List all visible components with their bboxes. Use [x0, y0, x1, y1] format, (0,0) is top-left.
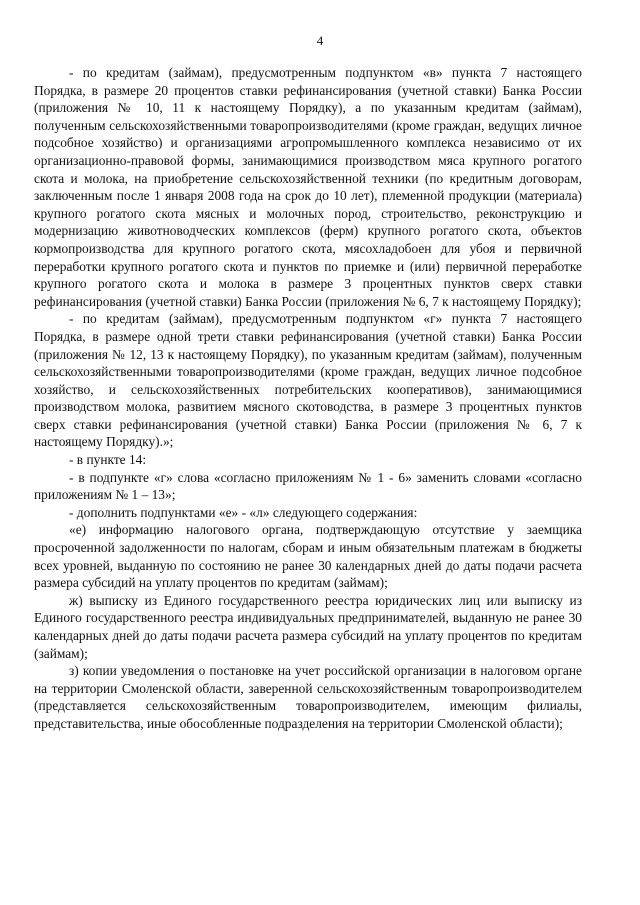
document-body [34, 64, 582, 733]
paragraph-credit-subparagraph-g: - по кредитам (займам), предусмотренным подпунктом «г» пункта 7 настоящего Порядка, в размере одной трети ставки рефинансирования (учетной ставки) Банка России (приложения № 12, 13 к настоящему Порядку), по указанным кредитам (займам), полученным сельскохозяйственными товаропроизводителями (кроме граждан, ведущих личное подсобное хозяйство, и сельскохозяйственных потребительских кооперативов), занимающимися производством молока, развитием мясного скотоводства, в размере 3 процентных пунктов сверх ставки рефинансирования (учетной ставки) Банка России (приложения № 6, 7 к настоящему Порядку).»; [34, 311, 582, 450]
paragraph-credit-subparagraph-v: - по кредитам (займам), предусмотренным подпунктом «в» пункта 7 настоящего Порядка, в размере 20 процентов ставки рефинансирования (учетной ставки) Банка России (приложения № 10, 11 к настоящему Порядку), а по указанным кредитам (займам), полученным сельскохозяйственными товаропроизводителями (кроме граждан, ведущих личное подсобное хозяйство) и организациями агропромышленного комплекса независимо от их организационно-правовой формы, занимающимися производством мяса крупного рогатого скота и молока, на приобретение сельскохозяйственной техники (по кредитным договорам, заключенным после 1 января 2008 года на срок до 10 лет), племенной продукции (материала) крупного рогатого скота мясных и молочных пород, строительство, реконструкцию и модернизацию животноводческих комплексов (ферм) крупного рогатого скота, объектов кормопроизводства для крупного рогатого скота, мясохладобоен для убоя и первичной переработки крупного рогатого скота и пунктов по приемке и (или) первичной переработке крупного рогатого скота и молока в размере 3 процентных пунктов сверх ставки рефинансирования (учетной ставки) Банка России (приложения № 6, 7 к настоящему Порядку); [34, 65, 582, 309]
paragraph-subparagraph-zh: ж) выписку из Единого государственного реестра юридических лиц или выписку из Единого государственного реестра индивидуальных предпринимателей, выданную не ранее 30 календарных дней до даты подачи расчета размера субсидий на уплату процентов по кредитам (займам); [34, 592, 582, 661]
paragraph-subparagraph-e: «е) информацию налогового органа, подтверждающую отсутствие у заемщика просроченной задолженности по налогам, сборам и иным обязательным платежам в бюджеты всех уровней, выданную по состоянию не ранее 30 календарных дней до даты подачи расчета размера субсидий на уплату процентов по кредитам (займам); [34, 522, 582, 591]
paragraph-subparagraph-g-replace: - в подпункте «г» слова «согласно приложениям № 1 - 6» заменить словами «согласно приложениям № 1 – 13»; [34, 469, 582, 503]
paragraph-item-14: - в пункте 14: [69, 452, 147, 468]
paragraph-subparagraph-z: з) копии уведомления о постановке на учет российской организации в налоговом органе на территории Смоленской области, заверенной сельскохозяйственным товаропроизводителем (представляется сельскохозяйственным товаропроизводителем, имеющим филиалы, представительства, иные обособленные подразделения на территории Смоленской области); [34, 663, 582, 731]
paragraph-add-subparagraphs: - дополнить подпунктами «е» - «л» следующего содержания: [69, 504, 418, 520]
page-number: 4 [316, 33, 324, 48]
